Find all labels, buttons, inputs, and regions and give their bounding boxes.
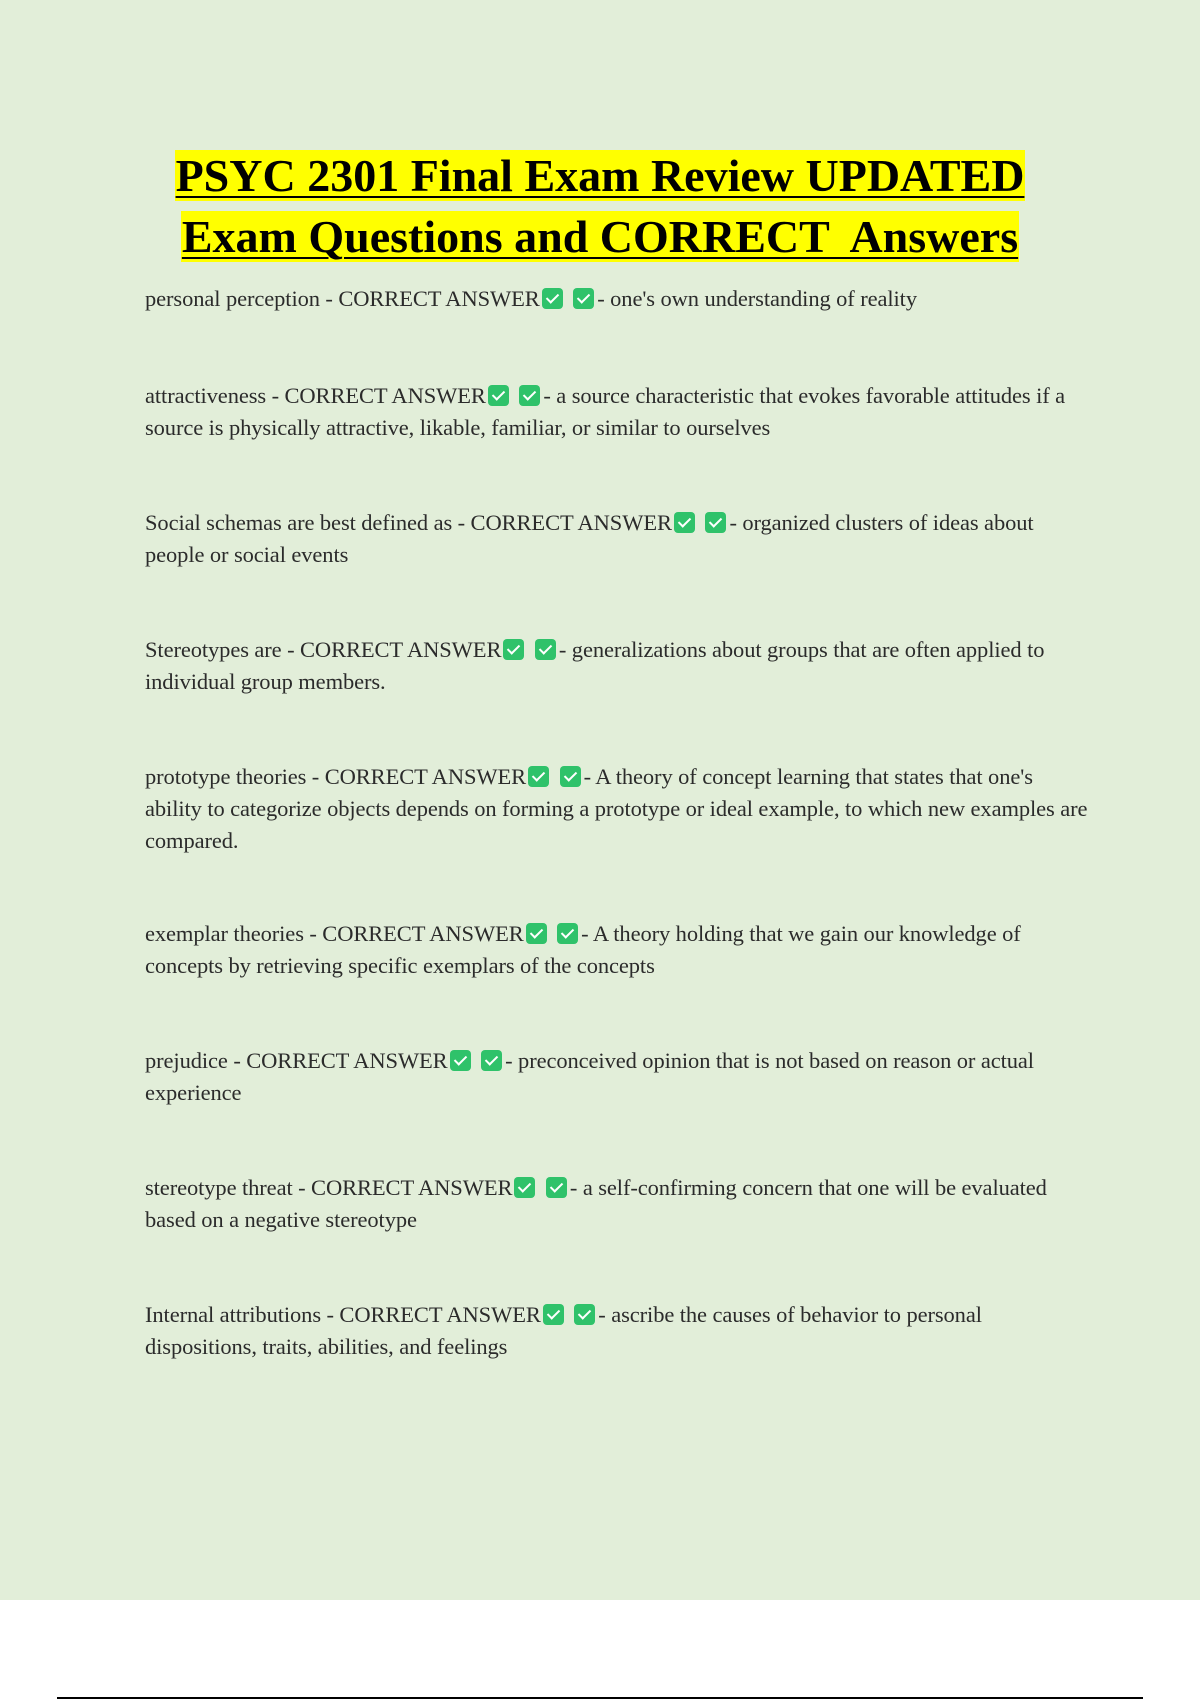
checkmark-box-icon — [450, 1050, 471, 1071]
qa-item — [145, 761, 1090, 857]
qa-term: Social schemas are best defined as - CORRECT ANSWER — [145, 510, 672, 535]
checkmark-box-icon — [560, 766, 581, 787]
qa-answer: - a self-confirming concern that one will be evaluated based on a negative stereotype — [145, 1175, 1047, 1232]
qa-term: personal perception - CORRECT ANSWER — [145, 286, 540, 311]
qa-item — [145, 283, 1090, 315]
qa-term: stereotype threat - CORRECT ANSWER — [145, 1175, 513, 1200]
qa-term: prototype theories - CORRECT ANSWER — [145, 764, 527, 789]
qa-answer: - ascribe the causes of behavior to personal dispositions, traits, abilities, and feelings — [145, 1302, 982, 1359]
checkmark-box-icon — [546, 1177, 567, 1198]
qa-answer: - preconceived opinion that is not based on reason or actual experience — [145, 1048, 1034, 1105]
checkmark-box-icon — [573, 288, 594, 309]
qa-item — [145, 507, 1090, 571]
footer-divider — [57, 1697, 1143, 1699]
qa-item — [145, 1172, 1090, 1236]
title-line-1: PSYC 2301 Final Exam Review UPDATED — [175, 150, 1025, 201]
qa-answer: - A theory of concept learning that states that one's ability to categorize objects depends on forming a prototype or ideal example, to which new examples are compared. — [145, 764, 1088, 853]
checkmark-box-icon — [543, 1304, 564, 1325]
qa-term: attractiveness - CORRECT ANSWER — [145, 383, 486, 408]
qa-answer: - generalizations about groups that are often applied to individual group members. — [145, 637, 1045, 694]
checkmark-box-icon — [481, 1050, 502, 1071]
qa-item — [145, 380, 1090, 444]
qa-item — [145, 634, 1090, 698]
checkmark-box-icon — [526, 923, 547, 944]
qa-answer: - A theory holding that we gain our knowledge of concepts by retrieving specific exemplars of the concepts — [145, 921, 1021, 978]
checkmark-box-icon — [557, 923, 578, 944]
qa-answer: - organized clusters of ideas about people or social events — [145, 510, 1034, 567]
title-line-2: Exam Questions and CORRECT Answers — [181, 211, 1019, 262]
checkmark-box-icon — [705, 512, 726, 533]
qa-item — [145, 918, 1090, 982]
checkmark-box-icon — [674, 512, 695, 533]
checkmark-box-icon — [542, 288, 563, 309]
checkmark-box-icon — [519, 385, 540, 406]
qa-term: Internal attributions - CORRECT ANSWER — [145, 1302, 541, 1327]
qa-term: exemplar theories - CORRECT ANSWER — [145, 921, 524, 946]
checkmark-box-icon — [574, 1304, 595, 1325]
qa-term: Stereotypes are - CORRECT ANSWER — [145, 637, 502, 662]
checkmark-box-icon — [535, 639, 556, 660]
checkmark-box-icon — [488, 385, 509, 406]
checkmark-box-icon — [503, 639, 524, 660]
qa-item — [145, 1045, 1090, 1109]
qa-answer: - a source characteristic that evokes favorable attitudes if a source is physically attractive, likable, familiar, or similar to ourselves — [145, 383, 1066, 440]
qa-answer: - one's own understanding of reality — [597, 286, 917, 311]
qa-term: prejudice - CORRECT ANSWER — [145, 1048, 448, 1073]
checkmark-box-icon — [528, 766, 549, 787]
document-title — [0, 145, 1200, 267]
qa-item — [145, 1299, 1090, 1363]
checkmark-box-icon — [514, 1177, 535, 1198]
